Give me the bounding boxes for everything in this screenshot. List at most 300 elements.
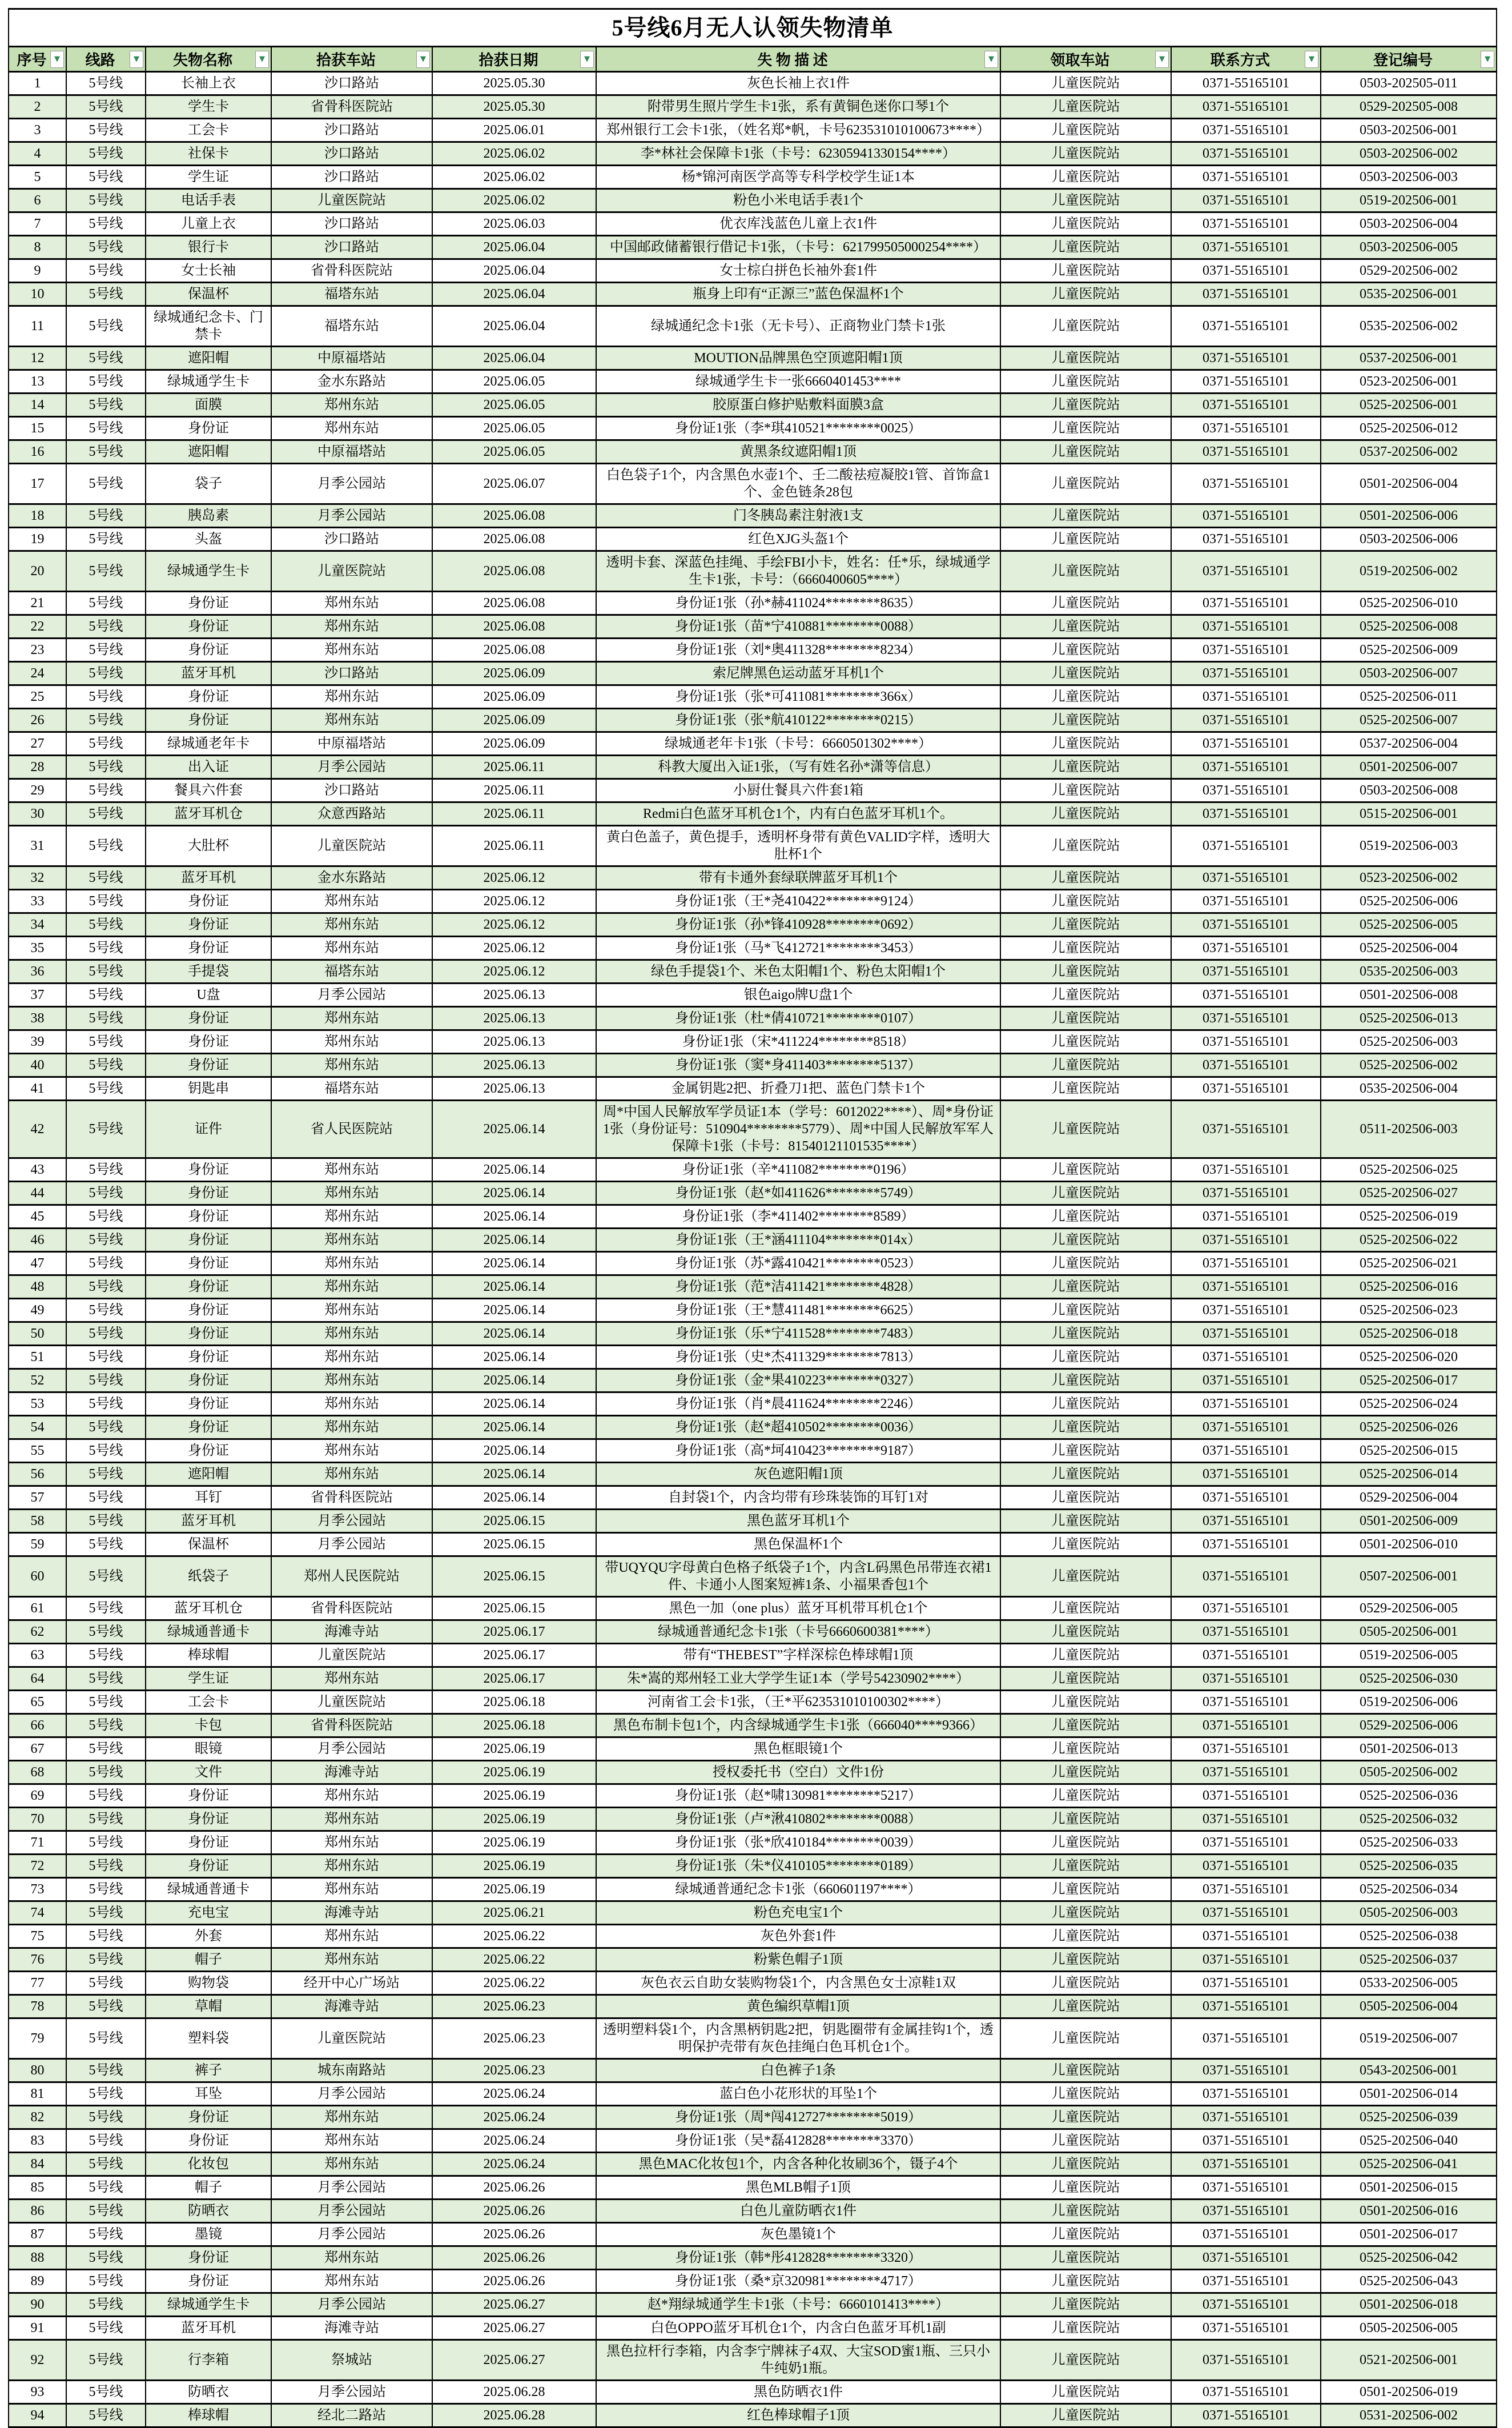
- table-cell: 身份证: [146, 592, 271, 615]
- table-cell: 2025.06.14: [432, 1299, 596, 1322]
- table-cell: 0371-55165101: [1171, 1901, 1321, 1925]
- table-cell: 儿童医院站: [1000, 1556, 1171, 1597]
- table-cell: 23: [9, 639, 66, 662]
- table-cell: 5号线: [66, 1901, 146, 1925]
- table-cell: 5号线: [66, 1463, 146, 1486]
- table-cell: 5号线: [66, 960, 146, 984]
- table-cell: 餐具六件套: [146, 779, 271, 802]
- table-cell: 2025.06.08: [432, 615, 596, 639]
- table-cell: 儿童医院站: [1000, 890, 1171, 913]
- table-cell: 郑州东站: [271, 1299, 432, 1322]
- table-cell: 0371-55165101: [1171, 2246, 1321, 2270]
- table-cell: 5号线: [66, 1948, 146, 1972]
- table-cell: 月季公园站: [271, 2381, 432, 2404]
- table-cell: 2025.06.14: [432, 1392, 596, 1416]
- table-cell: 0525-202506-021: [1321, 1252, 1497, 1275]
- table-row: [9, 189, 1497, 212]
- table-cell: 遮阳帽: [146, 440, 271, 464]
- table-cell: 1: [9, 72, 66, 95]
- table-cell: 省人民医院站: [271, 1101, 432, 1158]
- table-cell: 80: [9, 2059, 66, 2082]
- table-cell: 儿童医院站: [1000, 960, 1171, 984]
- table-cell: 儿童医院站: [1000, 1533, 1171, 1556]
- table-cell: 0525-202506-020: [1321, 1346, 1497, 1369]
- table-cell: 0371-55165101: [1171, 2129, 1321, 2153]
- table-cell: 26: [9, 709, 66, 732]
- table-cell: 中国邮政储蓄银行借记卡1张，（卡号：621799505000254****）: [596, 236, 1000, 259]
- table-cell: 0371-55165101: [1171, 464, 1321, 504]
- table-cell: 沙口路站: [271, 528, 432, 551]
- table-cell: 李*林社会保障卡1张（卡号：62305941330154****）: [596, 142, 1000, 166]
- table-cell: 0519-202506-002: [1321, 551, 1497, 592]
- table-cell: 0371-55165101: [1171, 142, 1321, 166]
- table-cell: 5号线: [66, 685, 146, 709]
- table-cell: 身份证: [146, 2270, 271, 2293]
- table-cell: 绿城通纪念卡、门禁卡: [146, 306, 271, 347]
- table-row: [9, 1463, 1497, 1486]
- table-cell: 27: [9, 732, 66, 756]
- table-cell: 25: [9, 685, 66, 709]
- table-cell: 75: [9, 1925, 66, 1948]
- table-cell: 0371-55165101: [1171, 2223, 1321, 2246]
- table-row: [9, 1948, 1497, 1972]
- table-row: [9, 2404, 1497, 2427]
- table-cell: 0503-202506-008: [1321, 779, 1497, 802]
- table-cell: 郑州东站: [271, 1463, 432, 1486]
- table-cell: 0371-55165101: [1171, 685, 1321, 709]
- table-cell: 0371-55165101: [1171, 1737, 1321, 1761]
- table-cell: 22: [9, 615, 66, 639]
- filter-dropdown-icon[interactable]: ▼: [50, 51, 64, 68]
- table-cell: 自封袋1个，内含均带有珍珠装饰的耳钉1对: [596, 1486, 1000, 1510]
- table-cell: 2025.06.28: [432, 2381, 596, 2404]
- table-cell: 海滩寺站: [271, 1761, 432, 1784]
- table-cell: 长袖上衣: [146, 72, 271, 95]
- table-cell: 0371-55165101: [1171, 1252, 1321, 1275]
- table-cell: 郑州东站: [271, 1346, 432, 1369]
- table-cell: 郑州东站: [271, 1322, 432, 1346]
- table-cell: 2025.06.24: [432, 2129, 596, 2153]
- table-cell: 52: [9, 1369, 66, 1392]
- table-cell: 2025.06.04: [432, 259, 596, 283]
- filter-dropdown-icon[interactable]: ▼: [984, 51, 998, 68]
- column-header-label: 失 物 描 述: [757, 52, 828, 69]
- table-cell: 儿童医院站: [1000, 732, 1171, 756]
- table-cell: 0505-202506-002: [1321, 1761, 1497, 1784]
- table-cell: 55: [9, 1439, 66, 1463]
- table-row: [9, 662, 1497, 685]
- table-cell: 5号线: [66, 2293, 146, 2317]
- table-cell: 2025.06.08: [432, 551, 596, 592]
- table-cell: 0525-202506-014: [1321, 1463, 1497, 1486]
- table-cell: 73: [9, 1878, 66, 1901]
- table-cell: 2025.06.12: [432, 960, 596, 984]
- table-cell: 2025.06.08: [432, 504, 596, 528]
- table-cell: 0525-202506-002: [1321, 1054, 1497, 1077]
- table-cell: 身份证1张（金*果410223********0327）: [596, 1369, 1000, 1392]
- table-cell: 白色裤子1条: [596, 2059, 1000, 2082]
- table-cell: 2025.06.24: [432, 2153, 596, 2176]
- table-cell: 45: [9, 1205, 66, 1229]
- table-cell: 郑州东站: [271, 1182, 432, 1205]
- filter-dropdown-icon[interactable]: ▼: [1155, 51, 1169, 68]
- table-cell: 白色袋子1个，内含黑色水壶1个、壬二酸祛痘凝胶1管、首饰盒1个、金色链条28包: [596, 464, 1000, 504]
- table-row: [9, 1369, 1497, 1392]
- table-cell: 5号线: [66, 1205, 146, 1229]
- table-cell: 5号线: [66, 1737, 146, 1761]
- table-cell: 0371-55165101: [1171, 95, 1321, 119]
- table-cell: 郑州银行工会卡1张，（姓名郑*帆，卡号623531010100673****）: [596, 119, 1000, 142]
- table-row: [9, 72, 1497, 95]
- table-cell: 0371-55165101: [1171, 1486, 1321, 1510]
- table-cell: 0371-55165101: [1171, 236, 1321, 259]
- table-cell: 5号线: [66, 1229, 146, 1252]
- table-cell: 36: [9, 960, 66, 984]
- table-cell: 0525-202506-036: [1321, 1784, 1497, 1808]
- table-row: [9, 1995, 1497, 2018]
- table-cell: 省骨科医院站: [271, 1597, 432, 1620]
- table-cell: 0503-202506-002: [1321, 142, 1497, 166]
- table-cell: 2025.06.22: [432, 1925, 596, 1948]
- table-cell: 5号线: [66, 1925, 146, 1948]
- table-cell: 儿童医院站: [271, 189, 432, 212]
- table-cell: 黑色MAC化妆包1个，内含各种化妆刷36个，镊子4个: [596, 2153, 1000, 2176]
- table-cell: 0371-55165101: [1171, 1925, 1321, 1948]
- table-cell: 周*中国人民解放军学员证1本（学号：6012022****）、周*身份证1张（身份证号：510904********5779）、周*中国人民解放军军人保障卡1张（卡号：81540121101535****）: [596, 1101, 1000, 1158]
- table-cell: 儿童医院站: [1000, 1644, 1171, 1667]
- column-header-9: [1321, 47, 1497, 72]
- table-cell: 0371-55165101: [1171, 826, 1321, 866]
- table-cell: 0371-55165101: [1171, 1667, 1321, 1691]
- filter-dropdown-icon[interactable]: ▼: [416, 51, 430, 68]
- table-cell: 5号线: [66, 236, 146, 259]
- filter-dropdown-icon[interactable]: ▼: [580, 51, 594, 68]
- table-cell: 5号线: [66, 528, 146, 551]
- table-row: [9, 890, 1497, 913]
- table-cell: 71: [9, 1831, 66, 1855]
- table-cell: 金水东路站: [271, 370, 432, 394]
- table-cell: 57: [9, 1486, 66, 1510]
- table-cell: 儿童医院站: [1000, 685, 1171, 709]
- table-cell: 灰色遮阳帽1顶: [596, 1463, 1000, 1486]
- table-cell: 5号线: [66, 2317, 146, 2340]
- table-cell: 2025.06.03: [432, 212, 596, 236]
- table-cell: 0525-202506-027: [1321, 1182, 1497, 1205]
- table-cell: 0503-202506-005: [1321, 236, 1497, 259]
- table-cell: 0371-55165101: [1171, 166, 1321, 189]
- column-header-2: [66, 47, 146, 72]
- table-cell: 11: [9, 306, 66, 347]
- table-row: [9, 1737, 1497, 1761]
- table-cell: 身份证: [146, 913, 271, 937]
- table-cell: 2025.06.23: [432, 2059, 596, 2082]
- table-cell: 优衣库浅蓝色儿童上衣1件: [596, 212, 1000, 236]
- table-cell: 身份证1张（杜*倩410721********0107）: [596, 1007, 1000, 1030]
- table-cell: 81: [9, 2082, 66, 2106]
- table-cell: 黑色防晒衣1件: [596, 2381, 1000, 2404]
- table-cell: 0525-202506-012: [1321, 417, 1497, 440]
- table-cell: 68: [9, 1761, 66, 1784]
- table-cell: 5号线: [66, 2018, 146, 2059]
- table-cell: 5号线: [66, 166, 146, 189]
- table-cell: 5号线: [66, 2129, 146, 2153]
- table-cell: 身份证: [146, 417, 271, 440]
- table-cell: 0371-55165101: [1171, 347, 1321, 370]
- table-cell: 2025.06.14: [432, 1229, 596, 1252]
- table-cell: 53: [9, 1392, 66, 1416]
- table-cell: 蓝牙耳机仓: [146, 802, 271, 826]
- table-cell: 身份证1张（赵*啸130981********5217）: [596, 1784, 1000, 1808]
- table-cell: 5号线: [66, 592, 146, 615]
- table-cell: 2025.06.15: [432, 1533, 596, 1556]
- table-cell: 钥匙串: [146, 1077, 271, 1101]
- table-cell: 充电宝: [146, 1901, 271, 1925]
- table-cell: 2025.06.12: [432, 913, 596, 937]
- table-row: [9, 709, 1497, 732]
- table-cell: 0371-55165101: [1171, 866, 1321, 890]
- table-cell: 0535-202506-002: [1321, 306, 1497, 347]
- table-cell: 50: [9, 1322, 66, 1346]
- table-cell: 海滩寺站: [271, 1620, 432, 1644]
- table-cell: 2025.06.23: [432, 1995, 596, 2018]
- table-row: [9, 1322, 1497, 1346]
- table-cell: 2025.06.14: [432, 1486, 596, 1510]
- table-cell: 郑州人民医院站: [271, 1556, 432, 1597]
- filter-dropdown-icon[interactable]: ▼: [130, 51, 143, 68]
- table-cell: 0371-55165101: [1171, 639, 1321, 662]
- table-cell: 河南省工会卡1张，（王*平623531010100302****）: [596, 1691, 1000, 1714]
- table-cell: 0521-202506-001: [1321, 2340, 1497, 2381]
- table-row: [9, 639, 1497, 662]
- table-cell: 48: [9, 1275, 66, 1299]
- table-cell: 0371-55165101: [1171, 1995, 1321, 2018]
- table-cell: 5号线: [66, 1101, 146, 1158]
- table-cell: 0505-202506-004: [1321, 1995, 1497, 2018]
- table-cell: 身份证: [146, 685, 271, 709]
- table-cell: 儿童医院站: [1000, 2381, 1171, 2404]
- table-cell: 0501-202506-010: [1321, 1533, 1497, 1556]
- table-cell: 5号线: [66, 1995, 146, 2018]
- table-cell: 2025.06.15: [432, 1597, 596, 1620]
- table-cell: 3: [9, 119, 66, 142]
- table-cell: 儿童医院站: [1000, 1463, 1171, 1486]
- table-cell: 塑料袋: [146, 2018, 271, 2059]
- table-cell: 2025.06.05: [432, 370, 596, 394]
- table-cell: 0371-55165101: [1171, 1101, 1321, 1158]
- table-row: [9, 2246, 1497, 2270]
- table-cell: 0371-55165101: [1171, 1275, 1321, 1299]
- table-cell: 众意西路站: [271, 802, 432, 826]
- table-cell: 身份证1张（肖*晨411624********2246）: [596, 1392, 1000, 1416]
- table-cell: 2025.06.15: [432, 1510, 596, 1533]
- table-cell: 5号线: [66, 1510, 146, 1533]
- table-cell: 儿童医院站: [1000, 142, 1171, 166]
- table-cell: 2025.06.09: [432, 732, 596, 756]
- table-cell: 0525-202506-032: [1321, 1808, 1497, 1831]
- table-cell: 儿童医院站: [1000, 1620, 1171, 1644]
- table-cell: 2025.06.12: [432, 937, 596, 960]
- table-cell: 身份证: [146, 1007, 271, 1030]
- table-cell: 5号线: [66, 1275, 146, 1299]
- table-cell: 郑州东站: [271, 1007, 432, 1030]
- table-cell: 2025.06.14: [432, 1101, 596, 1158]
- table-cell: 帽子: [146, 1948, 271, 1972]
- table-cell: 身份证1张（张*可411081********366x）: [596, 685, 1000, 709]
- table-cell: 儿童医院站: [1000, 394, 1171, 417]
- table-cell: 透明塑料袋1个，内含黑柄钥匙2把，钥匙圈带有金属挂钩1个，透明保护壳带有灰色挂绳白色耳机仓1个。: [596, 2018, 1000, 2059]
- table-cell: 0371-55165101: [1171, 1416, 1321, 1439]
- table-cell: 儿童医院站: [1000, 662, 1171, 685]
- table-cell: 儿童上衣: [146, 212, 271, 236]
- table-cell: 2025.06.27: [432, 2317, 596, 2340]
- table-cell: 身份证: [146, 890, 271, 913]
- table-cell: 76: [9, 1948, 66, 1972]
- table-cell: 5号线: [66, 2153, 146, 2176]
- table-cell: 2025.06.02: [432, 189, 596, 212]
- table-cell: 5号线: [66, 1761, 146, 1784]
- table-cell: 粉色小米电话手表1个: [596, 189, 1000, 212]
- table-cell: 儿童医院站: [1000, 1007, 1171, 1030]
- table-cell: 5号线: [66, 1972, 146, 1995]
- table-cell: 儿童医院站: [1000, 2293, 1171, 2317]
- table-cell: 5号线: [66, 1158, 146, 1182]
- table-cell: 0525-202506-030: [1321, 1667, 1497, 1691]
- table-cell: 0371-55165101: [1171, 1597, 1321, 1620]
- table-cell: 0501-202506-007: [1321, 756, 1497, 779]
- table-cell: 儿童医院站: [1000, 95, 1171, 119]
- table-cell: 0511-202506-003: [1321, 1101, 1497, 1158]
- table-cell: 0371-55165101: [1171, 1855, 1321, 1878]
- table-row: [9, 95, 1497, 119]
- table-cell: 郑州东站: [271, 1392, 432, 1416]
- table-cell: 郑州东站: [271, 639, 432, 662]
- table-cell: 月季公园站: [271, 2176, 432, 2200]
- table-cell: 身份证: [146, 1416, 271, 1439]
- table-cell: 学生证: [146, 1667, 271, 1691]
- table-cell: 儿童医院站: [1000, 1855, 1171, 1878]
- table-cell: 5号线: [66, 504, 146, 528]
- table-cell: 0519-202506-006: [1321, 1691, 1497, 1714]
- table-row: [9, 2082, 1497, 2106]
- table-cell: 郑州东站: [271, 1667, 432, 1691]
- table-cell: 身份证1张（王*涵411104********014x）: [596, 1229, 1000, 1252]
- table-cell: 5号线: [66, 1299, 146, 1322]
- table-cell: 儿童医院站: [1000, 1439, 1171, 1463]
- table-cell: 2025.06.04: [432, 306, 596, 347]
- table-cell: 儿童医院站: [1000, 2200, 1171, 2223]
- table-cell: 42: [9, 1101, 66, 1158]
- table-cell: 沙口路站: [271, 142, 432, 166]
- filter-dropdown-icon[interactable]: ▼: [1481, 51, 1494, 68]
- table-cell: 0371-55165101: [1171, 1948, 1321, 1972]
- table-cell: 儿童医院站: [1000, 1486, 1171, 1510]
- table-cell: 0371-55165101: [1171, 2340, 1321, 2381]
- table-cell: 月季公园站: [271, 984, 432, 1007]
- table-cell: 5号线: [66, 464, 146, 504]
- table-cell: 身份证1张（孙*锋410928********0692）: [596, 913, 1000, 937]
- table-cell: 5号线: [66, 1077, 146, 1101]
- table-cell: 0503-202506-007: [1321, 662, 1497, 685]
- table-cell: 0371-55165101: [1171, 1054, 1321, 1077]
- table-cell: 儿童医院站: [1000, 1369, 1171, 1392]
- table-cell: 月季公园站: [271, 464, 432, 504]
- table-cell: 郑州东站: [271, 1275, 432, 1299]
- table-cell: 2025.06.19: [432, 1784, 596, 1808]
- table-cell: 郑州东站: [271, 1054, 432, 1077]
- table-cell: 5号线: [66, 1182, 146, 1205]
- table-cell: 0371-55165101: [1171, 2317, 1321, 2340]
- table-cell: 金水东路站: [271, 866, 432, 890]
- table-row: [9, 1714, 1497, 1737]
- table-row: [9, 2293, 1497, 2317]
- table-cell: 0503-202506-003: [1321, 166, 1497, 189]
- title-row: [9, 9, 1497, 47]
- page-title: 5号线6月无人认领失物清单: [9, 9, 1497, 47]
- table-cell: 0371-55165101: [1171, 1007, 1321, 1030]
- table-cell: 帽子: [146, 2176, 271, 2200]
- table-cell: 5号线: [66, 347, 146, 370]
- table-cell: 裤子: [146, 2059, 271, 2082]
- table-cell: 5号线: [66, 440, 146, 464]
- table-cell: 5号线: [66, 1533, 146, 1556]
- table-cell: 棒球帽: [146, 2404, 271, 2427]
- table-cell: 5号线: [66, 1322, 146, 1346]
- table-cell: 0371-55165101: [1171, 2404, 1321, 2427]
- table-cell: 5号线: [66, 890, 146, 913]
- table-cell: 2025.06.08: [432, 639, 596, 662]
- table-cell: 0525-202506-010: [1321, 592, 1497, 615]
- table-cell: 0525-202506-019: [1321, 1205, 1497, 1229]
- table-cell: 0371-55165101: [1171, 1229, 1321, 1252]
- column-header-7: [1000, 47, 1171, 72]
- filter-dropdown-icon[interactable]: ▼: [255, 51, 269, 68]
- table-cell: 祭城站: [271, 2340, 432, 2381]
- table-cell: 2025.06.18: [432, 1714, 596, 1737]
- table-cell: 女士棕白拼色长袖外套1件: [596, 259, 1000, 283]
- table-cell: 儿童医院站: [1000, 639, 1171, 662]
- table-cell: 儿童医院站: [1000, 866, 1171, 890]
- table-cell: 身份证1张（高*坷410423********9187）: [596, 1439, 1000, 1463]
- table-cell: 0371-55165101: [1171, 1878, 1321, 1901]
- filter-dropdown-icon[interactable]: ▼: [1305, 51, 1318, 68]
- table-cell: 绿城通普通卡: [146, 1620, 271, 1644]
- table-cell: 身份证: [146, 1299, 271, 1322]
- table-cell: 0371-55165101: [1171, 2082, 1321, 2106]
- table-cell: 0525-202506-037: [1321, 1948, 1497, 1972]
- table-cell: 40: [9, 1054, 66, 1077]
- table-row: [9, 166, 1497, 189]
- table-cell: 身份证1张（赵*超410502********0036）: [596, 1416, 1000, 1439]
- table-row: [9, 913, 1497, 937]
- table-cell: 身份证1张（赵*如411626********5749）: [596, 1182, 1000, 1205]
- table-cell: 黑色MLB帽子1顶: [596, 2176, 1000, 2200]
- table-row: [9, 1644, 1497, 1667]
- table-cell: 郑州东站: [271, 592, 432, 615]
- table-cell: 0505-202506-001: [1321, 1620, 1497, 1644]
- table-cell: 60: [9, 1556, 66, 1597]
- table-cell: 身份证: [146, 1229, 271, 1252]
- table-row: [9, 2381, 1497, 2404]
- table-cell: 袋子: [146, 464, 271, 504]
- table-cell: 5号线: [66, 95, 146, 119]
- table-cell: 90: [9, 2293, 66, 2317]
- table-cell: 0371-55165101: [1171, 2018, 1321, 2059]
- table-cell: 儿童医院站: [1000, 283, 1171, 306]
- table-cell: 87: [9, 2223, 66, 2246]
- table-cell: 黑色框眼镜1个: [596, 1737, 1000, 1761]
- table-cell: 70: [9, 1808, 66, 1831]
- table-cell: 学生卡: [146, 95, 271, 119]
